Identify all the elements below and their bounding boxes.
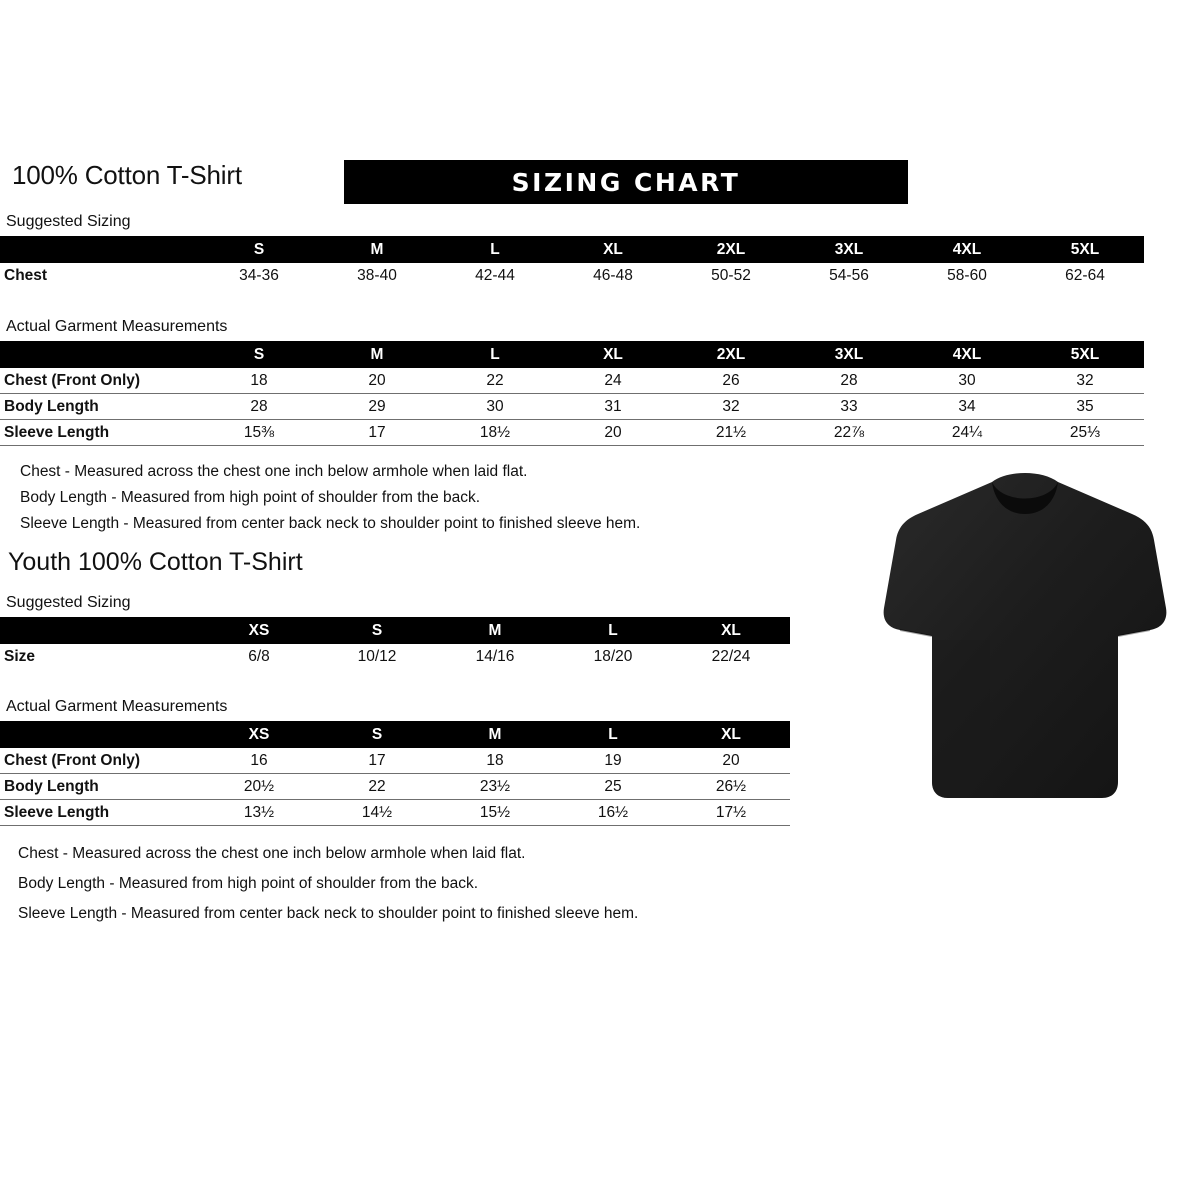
table-header-row — [0, 617, 790, 644]
youth-section-title: Youth 100% Cotton T-Shirt — [8, 548, 303, 576]
cell: 18½ — [436, 420, 554, 446]
cell: 29 — [318, 394, 436, 420]
cell: 33 — [790, 394, 908, 420]
table-header-row — [0, 341, 1144, 368]
cell: 26½ — [672, 774, 790, 800]
t-shirt-icon — [880, 470, 1170, 815]
cell: 26 — [672, 368, 790, 394]
adult-note-body-length: Body Length - Measured from high point of shoulder from the back. — [20, 489, 481, 506]
cell: 25⅓ — [1026, 420, 1144, 446]
cell: 15⅜ — [200, 420, 318, 446]
cell: 22 — [318, 774, 436, 800]
cell: 16 — [200, 748, 318, 774]
col-header — [0, 617, 200, 644]
table-row — [0, 748, 790, 774]
col-header: 2XL — [672, 341, 790, 368]
cell: 34 — [908, 394, 1026, 420]
table-header-row — [0, 721, 790, 748]
adult-actual-table — [0, 341, 1144, 446]
col-header: 5XL — [1026, 341, 1144, 368]
col-header: 4XL — [908, 341, 1026, 368]
sizing-chart-banner — [344, 160, 908, 204]
cell: 31 — [554, 394, 672, 420]
table-row — [0, 800, 790, 826]
adult-section-title: 100% Cotton T-Shirt — [12, 160, 242, 190]
cell: 50-52 — [672, 263, 790, 288]
cell: 17 — [318, 748, 436, 774]
cell: 23½ — [436, 774, 554, 800]
cell: 22 — [436, 368, 554, 394]
cell: 30 — [908, 368, 1026, 394]
t-shirt-illustration — [880, 470, 1170, 815]
table-row — [0, 368, 1144, 394]
cell: 13½ — [200, 800, 318, 826]
table-row — [0, 644, 790, 669]
chart-header — [8, 160, 1192, 204]
col-header: 5XL — [1026, 236, 1144, 263]
col-header: L — [436, 341, 554, 368]
table-row — [0, 420, 1144, 446]
cell: 32 — [672, 394, 790, 420]
cell: 22/24 — [672, 644, 790, 669]
col-header: XS — [200, 721, 318, 748]
table-row — [0, 774, 790, 800]
col-header: XL — [672, 721, 790, 748]
row-label: Size — [0, 644, 200, 669]
cell: 32 — [1026, 368, 1144, 394]
col-header: XL — [554, 341, 672, 368]
cell: 35 — [1026, 394, 1144, 420]
col-header: 2XL — [672, 236, 790, 263]
youth-suggested-table — [0, 617, 790, 669]
cell: 25 — [554, 774, 672, 800]
adult-suggested-table — [0, 236, 1144, 288]
cell: 14½ — [318, 800, 436, 826]
youth-note-sleeve-length: Sleeve Length - Measured from center back neck to shoulder point to finished sleeve hem. — [18, 905, 639, 922]
col-header: L — [436, 236, 554, 263]
col-header: 3XL — [790, 236, 908, 263]
cell: 22⅞ — [790, 420, 908, 446]
row-label: Body Length — [0, 394, 200, 420]
row-label: Chest (Front Only) — [0, 368, 200, 394]
cell: 58-60 — [908, 263, 1026, 288]
cell: 21½ — [672, 420, 790, 446]
cell: 20½ — [200, 774, 318, 800]
col-header — [0, 341, 200, 368]
cell: 6/8 — [200, 644, 318, 669]
cell: 17½ — [672, 800, 790, 826]
cell: 24¼ — [908, 420, 1026, 446]
youth-actual-label: Actual Garment Measurements — [6, 698, 228, 715]
col-header: M — [318, 236, 436, 263]
cell: 20 — [672, 748, 790, 774]
cell: 38-40 — [318, 263, 436, 288]
col-header: XL — [554, 236, 672, 263]
col-header: S — [318, 617, 436, 644]
col-header: M — [318, 341, 436, 368]
col-header: 3XL — [790, 341, 908, 368]
adult-suggested-label: Suggested Sizing — [6, 213, 131, 230]
col-header: XL — [672, 617, 790, 644]
col-header: S — [318, 721, 436, 748]
cell: 54-56 — [790, 263, 908, 288]
row-label: Sleeve Length — [0, 800, 200, 826]
cell: 17 — [318, 420, 436, 446]
row-label: Body Length — [0, 774, 200, 800]
table-row — [0, 394, 1144, 420]
col-header — [0, 721, 200, 748]
sizing-chart-banner-label: SIZING CHART — [511, 168, 741, 197]
youth-note-body-length: Body Length - Measured from high point of shoulder from the back. — [18, 875, 479, 892]
cell: 62-64 — [1026, 263, 1144, 288]
adult-note-sleeve-length: Sleeve Length - Measured from center back neck to shoulder point to finished sleeve hem. — [20, 515, 641, 532]
cell: 34-36 — [200, 263, 318, 288]
adult-actual-label: Actual Garment Measurements — [6, 318, 228, 335]
row-label: Chest (Front Only) — [0, 748, 200, 774]
cell: 42-44 — [436, 263, 554, 288]
col-header — [0, 236, 200, 263]
col-header: L — [554, 617, 672, 644]
youth-note-chest: Chest - Measured across the chest one inch below armhole when laid flat. — [18, 845, 526, 862]
cell: 19 — [554, 748, 672, 774]
cell: 30 — [436, 394, 554, 420]
col-header: XS — [200, 617, 318, 644]
youth-suggested-label: Suggested Sizing — [6, 594, 131, 611]
cell: 20 — [318, 368, 436, 394]
cell: 14/16 — [436, 644, 554, 669]
col-header: M — [436, 617, 554, 644]
cell: 46-48 — [554, 263, 672, 288]
col-header: M — [436, 721, 554, 748]
table-row — [0, 263, 1144, 288]
cell: 18 — [200, 368, 318, 394]
cell: 15½ — [436, 800, 554, 826]
cell: 24 — [554, 368, 672, 394]
youth-actual-table — [0, 721, 790, 826]
col-header: 4XL — [908, 236, 1026, 263]
row-label: Sleeve Length — [0, 420, 200, 446]
cell: 10/12 — [318, 644, 436, 669]
table-header-row — [0, 236, 1144, 263]
col-header: S — [200, 236, 318, 263]
col-header: S — [200, 341, 318, 368]
adult-note-chest: Chest - Measured across the chest one inch below armhole when laid flat. — [20, 463, 528, 480]
cell: 18 — [436, 748, 554, 774]
cell: 28 — [200, 394, 318, 420]
cell: 28 — [790, 368, 908, 394]
col-header: L — [554, 721, 672, 748]
cell: 20 — [554, 420, 672, 446]
cell: 16½ — [554, 800, 672, 826]
row-label: Chest — [0, 263, 200, 288]
cell: 18/20 — [554, 644, 672, 669]
